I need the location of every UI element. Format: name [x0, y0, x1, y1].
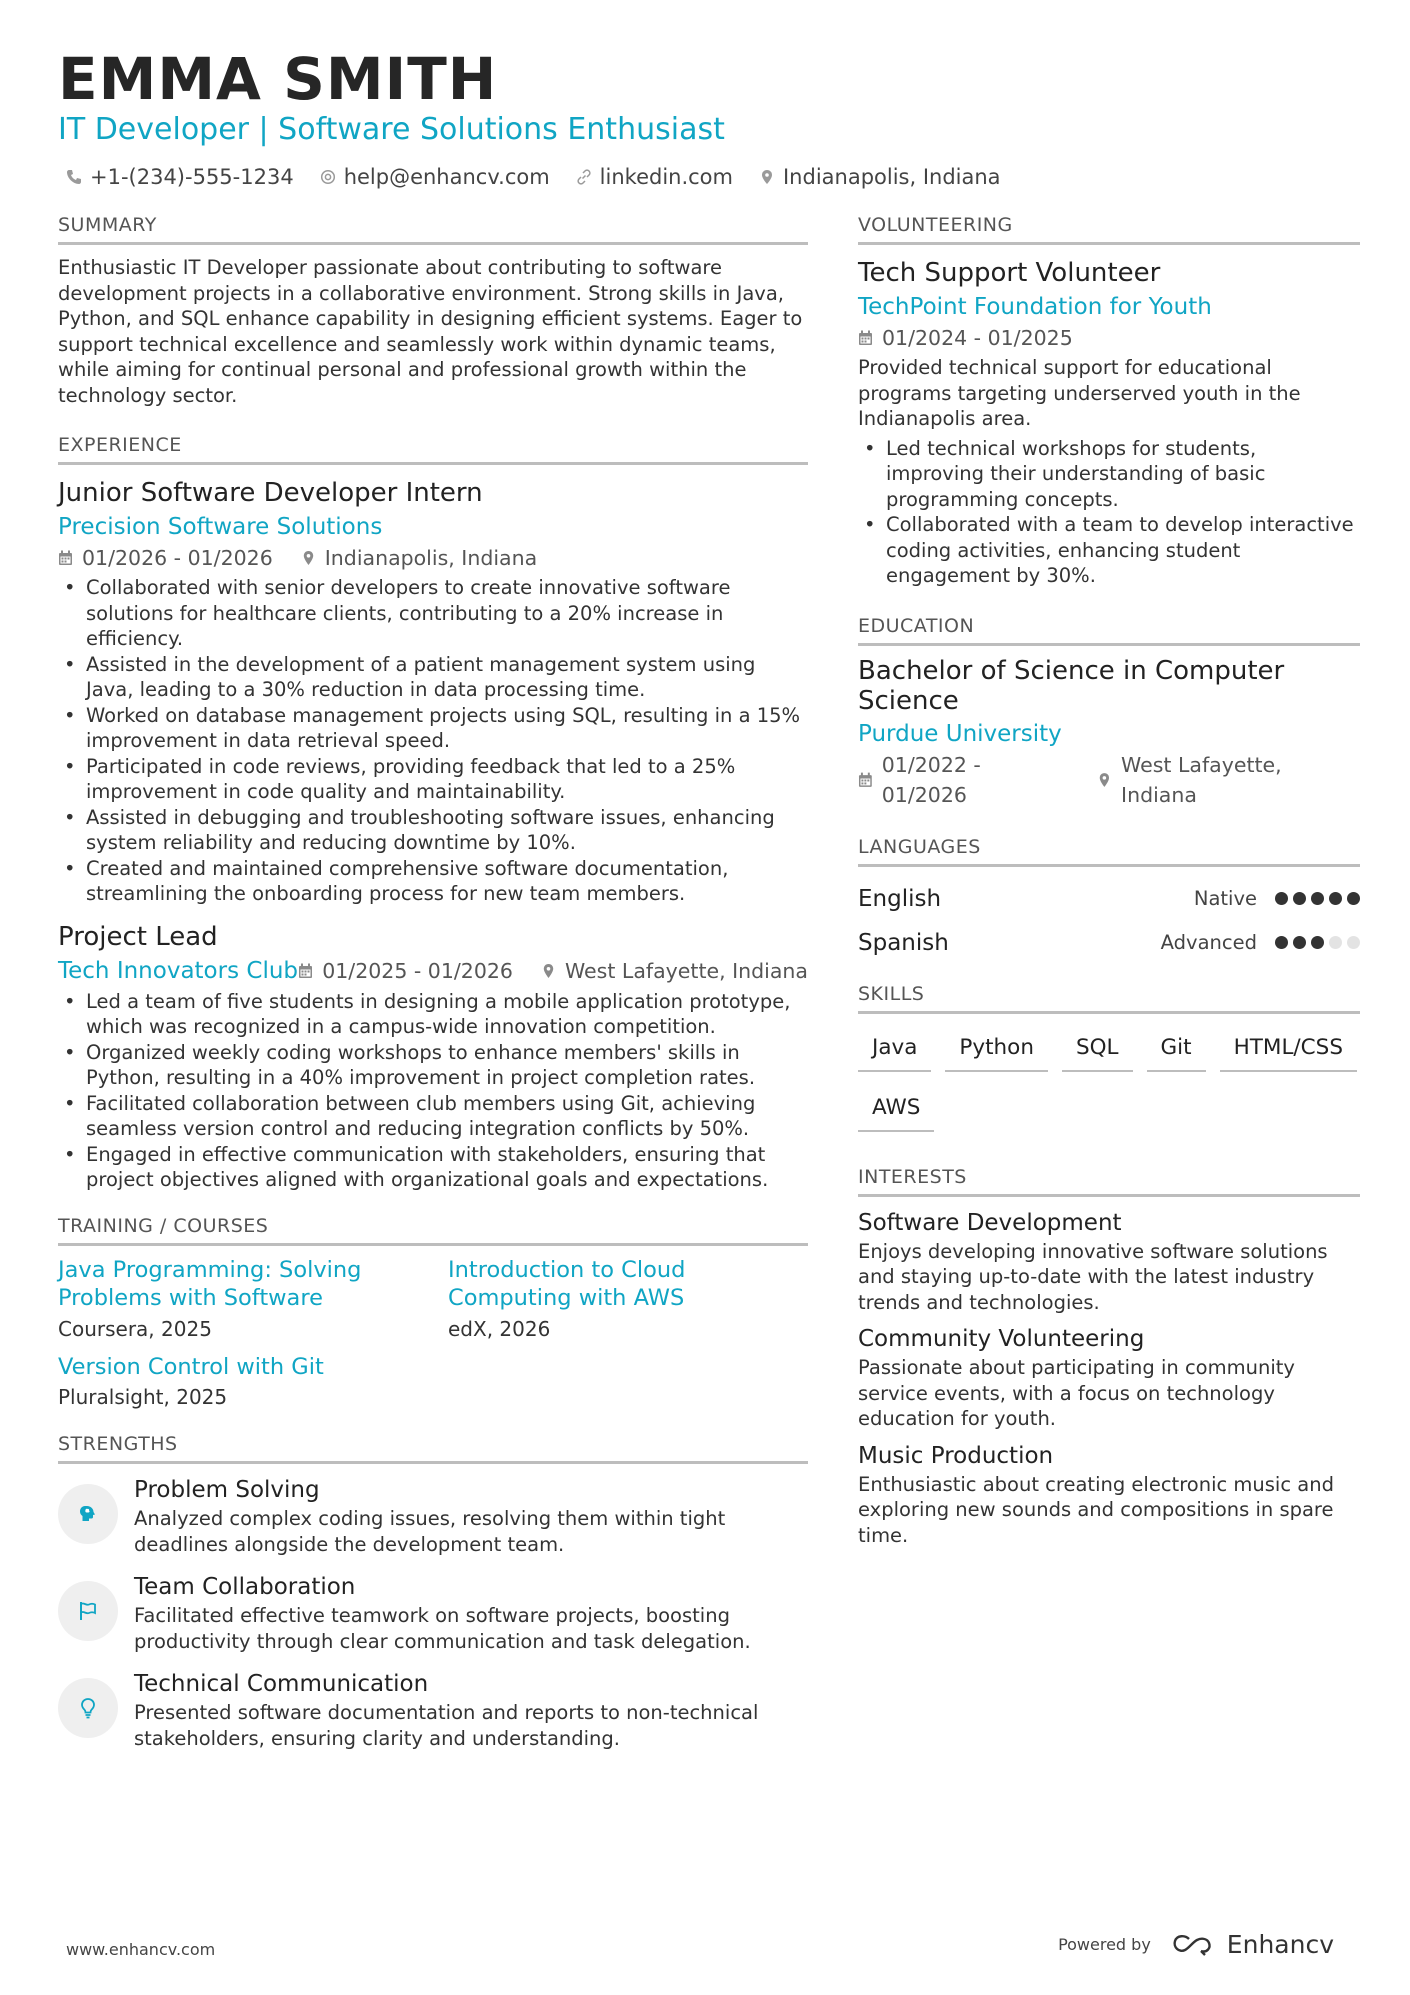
language-row — [858, 921, 1360, 965]
training-item — [58, 1256, 448, 1345]
skill-tag: Java — [858, 1028, 931, 1072]
strength-desc: Facilitated effective teamwork on software projects, boosting productivity through clear communication and task delegation. — [134, 1604, 751, 1653]
training-section — [58, 1211, 808, 1414]
section-heading: LANGUAGES — [858, 832, 1360, 867]
languages-section — [858, 832, 1360, 965]
rating-dot-filled — [1311, 892, 1324, 905]
strength-title: Technical Communication — [134, 1671, 429, 1697]
education-dates — [858, 750, 1069, 810]
strengths-section — [58, 1429, 808, 1751]
language-name: English — [858, 885, 942, 912]
strength-icon-badge — [58, 1484, 118, 1544]
interest-item — [858, 1440, 1360, 1549]
skill-tag: Python — [945, 1028, 1048, 1072]
job-title: Junior Software Developer Intern — [58, 478, 483, 508]
school-name: Purdue University — [858, 720, 1062, 747]
rating-dot-filled — [1311, 936, 1324, 949]
bullet-item: • Collaborated with a team to develop interactive coding activities, enhancing student engagement by 30%. — [858, 512, 1360, 589]
training-item — [58, 1353, 448, 1414]
interests-section — [858, 1162, 1360, 1549]
degree: Bachelor of Science in Computer Science — [858, 655, 1285, 716]
bullet-item: • Participated in code reviews, providing feedback that led to a 25% improvement in code quality and maintainability. — [58, 754, 808, 805]
bullet-item: • Assisted in debugging and troubleshooting software issues, enhancing system reliability and reducing downtime by 10%. — [58, 805, 808, 856]
section-heading: EXPERIENCE — [58, 430, 808, 465]
location-text: Indianapolis, Indiana — [324, 546, 538, 570]
powered-by-label: Powered by — [1058, 1935, 1151, 1954]
strength-body — [134, 1668, 808, 1751]
volunteer-org: TechPoint Foundation for Youth — [858, 294, 1212, 320]
rating-dot-filled — [1347, 892, 1360, 905]
experience-entry — [58, 919, 808, 1193]
language-level-group — [1194, 887, 1360, 910]
rating-dot-filled — [1329, 892, 1342, 905]
rating-dot-filled — [1275, 892, 1288, 905]
strength-title: Problem Solving — [134, 1477, 320, 1503]
section-heading: SKILLS — [858, 979, 1360, 1014]
job-dates — [298, 956, 513, 986]
location-text: West Lafayette, Indiana — [1121, 752, 1282, 807]
footer-branding — [1058, 1930, 1334, 1959]
strength-item — [58, 1668, 808, 1751]
education-section — [858, 611, 1360, 810]
volunteer-bullets — [858, 436, 1360, 589]
skill-tag: Git — [1147, 1028, 1206, 1072]
language-name: Spanish — [858, 929, 949, 956]
brand-logo[interactable] — [1171, 1930, 1334, 1959]
section-heading: STRENGTHS — [58, 1429, 808, 1464]
skills-list — [858, 1024, 1360, 1132]
contact-linkedin[interactable] — [576, 162, 733, 192]
volunteer-dates — [858, 323, 1073, 353]
bullet-item: • Led a team of five students in designing a mobile application prototype, which was recognized in a campus-wide innovation competition. — [58, 989, 808, 1040]
strength-body — [134, 1474, 808, 1557]
contact-location — [759, 162, 1001, 192]
company-name: Tech Innovators Club — [58, 957, 299, 984]
section-heading: TRAINING / COURSES — [58, 1211, 808, 1246]
rating-dot-empty — [1329, 936, 1342, 949]
bullet-item: • Created and maintained comprehensive software documentation, streamlining the onboarding process for new team members. — [58, 856, 808, 907]
course-name: Version Control with Git — [58, 1353, 324, 1380]
strength-title: Team Collaboration — [134, 1574, 356, 1600]
lightbulb-icon — [76, 1696, 100, 1720]
interest-item — [858, 1323, 1360, 1432]
candidate-name: EMMA SMITH — [58, 45, 498, 113]
strength-body — [134, 1571, 808, 1654]
strength-item — [58, 1571, 808, 1654]
flag-icon — [76, 1599, 100, 1623]
calendar-icon — [58, 550, 73, 566]
skill-tag: AWS — [858, 1088, 934, 1132]
calendar-icon — [298, 963, 313, 979]
bullet-item: • Assisted in the development of a patient management system using Java, leading to a 30% reduction in data processing time. — [58, 652, 808, 703]
language-level: Advanced — [1160, 931, 1257, 954]
rating-dot-filled — [1293, 936, 1306, 949]
skill-tag: HTML/CSS — [1220, 1028, 1357, 1072]
rating-dot-empty — [1347, 936, 1360, 949]
footer-website[interactable]: www.enhancv.com — [66, 1940, 216, 1959]
linkedin-text: linkedin.com — [599, 165, 733, 189]
strength-item — [58, 1474, 808, 1557]
training-item — [448, 1256, 808, 1345]
left-column — [58, 210, 808, 1773]
course-provider: Pluralsight, 2025 — [58, 1385, 228, 1409]
section-heading: INTERESTS — [858, 1162, 1360, 1197]
interest-desc: Passionate about participating in community service events, with a focus on technology education for youth. — [858, 1356, 1295, 1430]
calendar-icon — [858, 772, 873, 788]
interest-item — [858, 1207, 1360, 1316]
email-text: help@enhancv.com — [343, 165, 550, 189]
calendar-icon — [858, 330, 873, 346]
education-meta — [858, 750, 1360, 810]
volunteer-desc: Provided technical support for educational programs targeting underserved youth in the Indianapolis area. — [858, 356, 1301, 430]
language-level: Native — [1193, 887, 1257, 910]
company-name: Precision Software Solutions — [58, 514, 383, 540]
brain-icon — [76, 1502, 100, 1526]
section-heading: SUMMARY — [58, 210, 808, 245]
language-rating — [1275, 936, 1360, 949]
job-location — [541, 956, 808, 986]
job-location — [301, 543, 537, 573]
bullet-item: • Organized weekly coding workshops to enhance members' skills in Python, resulting in a 40% improvement in project completion rates. — [58, 1040, 808, 1091]
strength-icon-badge — [58, 1581, 118, 1641]
course-name: Java Programming: Solving Problems with Software — [58, 1256, 362, 1311]
contact-bar — [66, 162, 1001, 192]
right-column — [858, 210, 1360, 1570]
candidate-title: IT Developer | Software Solutions Enthusiast — [58, 112, 725, 147]
dates-text: 01/2022 - 01/2026 — [881, 752, 981, 807]
interest-desc: Enthusiastic about creating electronic music and exploring new sounds and compositions in spare time. — [858, 1472, 1334, 1547]
strength-desc: Analyzed complex coding issues, resolving them within tight deadlines alongside the development team. — [134, 1507, 726, 1556]
at-icon — [320, 169, 336, 185]
education-location — [1097, 750, 1360, 810]
dates-text: 01/2026 - 01/2026 — [82, 546, 273, 570]
language-rating — [1275, 892, 1360, 905]
section-heading: EDUCATION — [858, 611, 1360, 646]
phone-text: +1-(234)-555-1234 — [90, 165, 294, 189]
location-text: Indianapolis, Indiana — [782, 165, 1001, 189]
dates-text: 01/2025 - 01/2026 — [322, 958, 513, 983]
bullet-item: • Facilitated collaboration between club members using Git, achieving seamless version control and reducing integration conflicts by 50%. — [58, 1091, 808, 1142]
experience-entry — [58, 475, 808, 907]
job-company-row — [58, 955, 808, 987]
dates-text: 01/2024 - 01/2025 — [882, 326, 1073, 350]
job-meta — [298, 956, 808, 986]
interest-title: Community Volunteering — [858, 1326, 1145, 1352]
interest-title: Music Production — [858, 1442, 1054, 1469]
job-bullets — [58, 989, 808, 1193]
contact-phone[interactable] — [66, 162, 294, 192]
job-title: Project Lead — [58, 921, 218, 952]
strength-icon-badge — [58, 1678, 118, 1738]
volunteer-meta — [858, 323, 1360, 353]
job-meta — [58, 543, 808, 573]
location-pin-icon — [301, 550, 316, 566]
section-heading: VOLUNTEERING — [858, 210, 1360, 245]
skill-tag: SQL — [1062, 1028, 1133, 1072]
location-pin-icon — [759, 169, 775, 185]
bullet-item: • Worked on database management projects using SQL, resulting in a 15% improvement in data retrieval speed. — [58, 703, 808, 754]
location-pin-icon — [541, 963, 556, 979]
volunteering-section — [858, 210, 1360, 589]
brand-name: Enhancv — [1226, 1930, 1334, 1959]
interest-title: Software Development — [858, 1209, 1122, 1236]
course-provider: Coursera, 2025 — [58, 1316, 212, 1341]
course-name: Introduction to Cloud Computing with AWS — [448, 1256, 686, 1311]
volunteer-role: Tech Support Volunteer — [858, 258, 1161, 288]
enhancv-logo-icon — [1171, 1932, 1217, 1958]
skills-section — [858, 979, 1360, 1132]
bullet-item: • Led technical workshops for students, improving their understanding of basic programming concepts. — [858, 436, 1360, 513]
location-text: West Lafayette, Indiana — [564, 958, 808, 983]
interest-desc: Enjoys developing innovative software solutions and staying up-to-date with the latest industry trends and technologies. — [858, 1239, 1328, 1314]
bullet-item: • Engaged in effective communication with stakeholders, ensuring that project objectives aligned with organizational goals and expectations. — [58, 1142, 808, 1193]
language-level-group — [1161, 931, 1360, 954]
contact-email[interactable] — [320, 162, 550, 192]
training-grid — [58, 1256, 808, 1414]
link-icon — [576, 169, 592, 185]
phone-icon — [66, 169, 82, 185]
experience-section — [58, 430, 808, 1193]
strength-desc: Presented software documentation and reports to non-technical stakeholders, ensuring clarity and understanding. — [134, 1701, 759, 1750]
job-bullets — [58, 575, 808, 907]
rating-dot-filled — [1275, 936, 1288, 949]
summary-section — [58, 210, 808, 408]
job-dates — [58, 543, 273, 573]
summary-text: Enthusiastic IT Developer passionate about contributing to software development projects in a collaborative environment. Strong skills in Java, Python, and SQL enhance capability in designing efficient systems. Eager to support technical excellence and seamlessly work within dynamic teams, while aiming for continual personal and professional growth within the technology sector. — [58, 256, 803, 407]
bullet-item: • Collaborated with senior developers to create innovative software solutions for healthcare clients, contributing to a 20% increase in efficiency. — [58, 575, 808, 652]
location-pin-icon — [1097, 772, 1112, 788]
rating-dot-filled — [1293, 892, 1306, 905]
language-row — [858, 877, 1360, 921]
course-provider: edX, 2026 — [448, 1316, 551, 1341]
